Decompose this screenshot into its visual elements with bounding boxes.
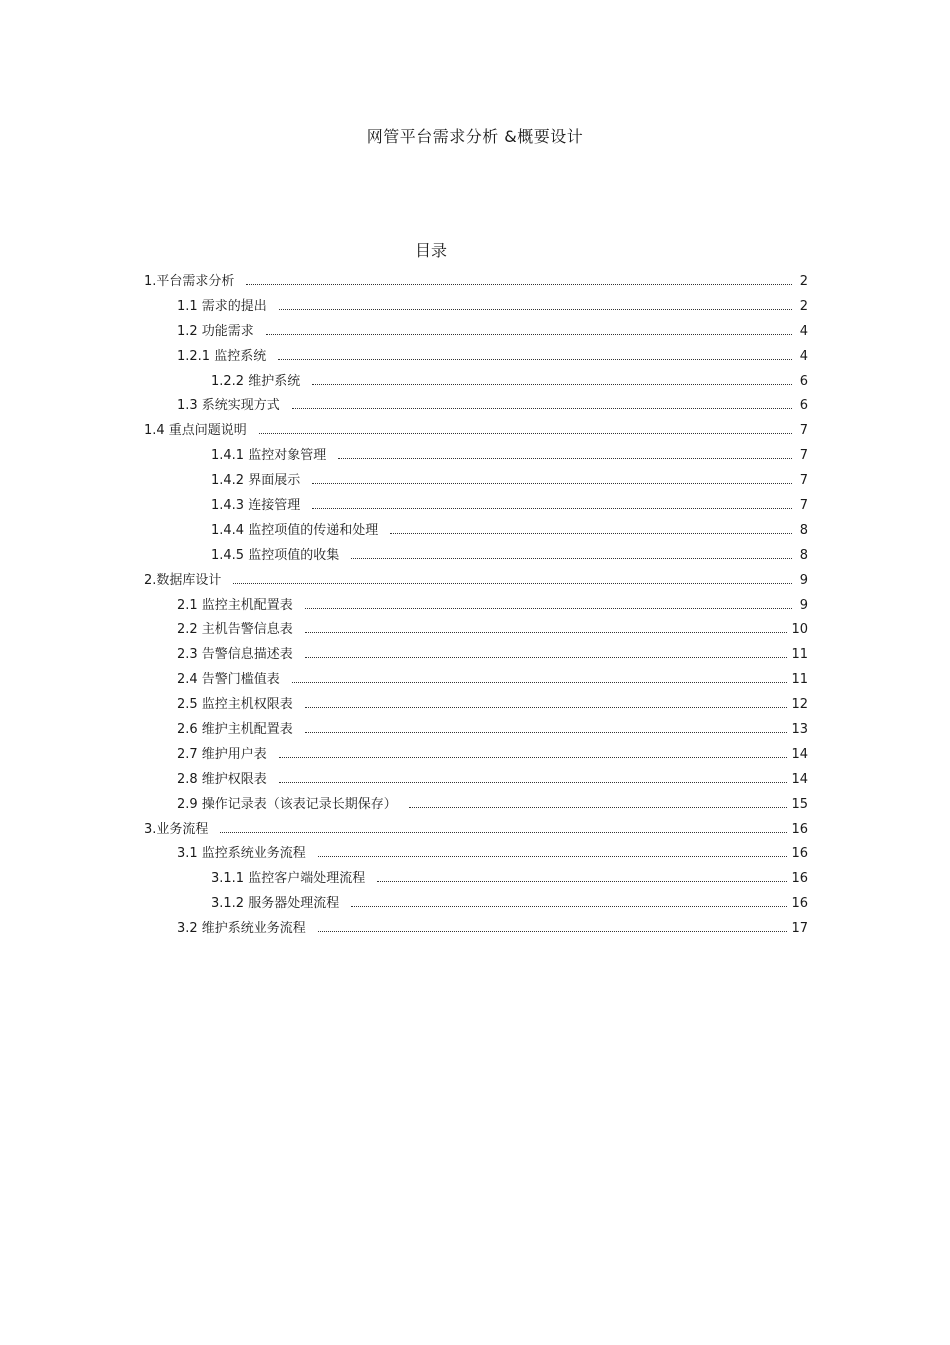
toc-entry[interactable]: [211, 544, 808, 569]
toc-entry-page: 7: [799, 423, 808, 439]
toc-entry[interactable]: [177, 693, 808, 718]
toc-entry[interactable]: [211, 444, 808, 469]
toc-entry-label: 3.业务流程: [144, 821, 209, 837]
toc-entry-page: 6: [799, 398, 808, 414]
toc-entry-label: 1.平台需求分析: [144, 274, 235, 289]
document-title: 网管平台需求分析 &概要设计: [366, 127, 584, 146]
table-of-contents: [0, 270, 950, 942]
toc-entry-page: 14: [791, 746, 808, 762]
toc-entry[interactable]: [144, 569, 808, 594]
toc-entry[interactable]: [177, 743, 808, 768]
toc-entry-label: 1.4.5 监控项值的收集: [211, 547, 340, 563]
toc-entry-page: 11: [791, 647, 808, 663]
toc-entry[interactable]: [144, 419, 808, 444]
toc-entry[interactable]: [144, 270, 808, 295]
toc-entry-page: 15: [791, 796, 808, 812]
toc-dot-leader: [305, 718, 788, 733]
toc-dot-leader: [390, 519, 792, 534]
toc-entry[interactable]: [177, 793, 808, 818]
toc-dot-leader: [338, 444, 792, 459]
toc-entry[interactable]: [211, 370, 808, 395]
toc-entry[interactable]: [211, 469, 808, 494]
toc-entry-label: 1.4.2 界面展示: [211, 473, 301, 489]
toc-entry-label: 2.2 主机告警信息表: [177, 622, 293, 638]
toc-dot-leader: [312, 469, 792, 484]
toc-entry-label: 1.2 功能需求: [177, 323, 254, 339]
toc-entry-page: 9: [799, 597, 808, 613]
toc-entry[interactable]: [177, 594, 808, 619]
toc-entry-page: 10: [791, 622, 808, 638]
toc-dot-leader: [279, 295, 792, 310]
toc-dot-leader: [279, 743, 788, 758]
toc-entry[interactable]: [177, 668, 808, 693]
toc-heading: 目录: [414, 241, 447, 260]
toc-dot-leader: [246, 270, 792, 285]
toc-entry-page: 7: [799, 448, 808, 464]
toc-entry[interactable]: [177, 643, 808, 668]
toc-entry-label: 2.3 告警信息描述表: [177, 647, 293, 663]
toc-entry[interactable]: [177, 842, 808, 867]
toc-dot-leader: [220, 818, 787, 833]
toc-dot-leader: [305, 618, 788, 633]
toc-entry-label: 2.5 监控主机权限表: [177, 697, 293, 713]
toc-dot-leader: [259, 419, 792, 434]
toc-dot-leader: [351, 892, 787, 907]
toc-entry[interactable]: [211, 494, 808, 519]
toc-entry-page: 12: [791, 697, 808, 713]
toc-entry-label: 1.2.2 维护系统: [211, 373, 301, 389]
toc-entry-label: 2.数据库设计: [144, 572, 222, 588]
toc-entry[interactable]: [177, 768, 808, 793]
toc-dot-leader: [292, 394, 792, 409]
toc-dot-leader: [312, 494, 792, 509]
toc-entry-page: 4: [799, 348, 808, 364]
toc-entry-page: 2: [799, 298, 808, 314]
toc-entry-label: 3.1.2 服务器处理流程: [211, 896, 340, 912]
toc-entry-label: 1.1 需求的提出: [177, 298, 267, 314]
toc-entry-label: 3.1 监控系统业务流程: [177, 846, 306, 862]
toc-dot-leader: [318, 917, 788, 932]
toc-entry[interactable]: [177, 295, 808, 320]
toc-entry-page: 17: [791, 921, 808, 937]
toc-entry-page: 7: [799, 498, 808, 514]
toc-entry-page: 8: [799, 522, 808, 538]
toc-entry-label: 2.1 监控主机配置表: [177, 597, 293, 613]
toc-entry[interactable]: [211, 892, 808, 917]
toc-entry-label: 3.1.1 监控客户端处理流程: [211, 871, 366, 887]
toc-dot-leader: [409, 793, 788, 808]
toc-entry-label: 2.7 维护用户表: [177, 746, 267, 762]
toc-dot-leader: [266, 320, 792, 335]
toc-entry-label: 2.8 维护权限表: [177, 771, 267, 787]
toc-entry-label: 2.4 告警门槛值表: [177, 672, 280, 688]
toc-dot-leader: [312, 370, 792, 385]
toc-dot-leader: [292, 668, 788, 683]
toc-entry-page: 7: [799, 473, 808, 489]
toc-entry-page: 6: [799, 373, 808, 389]
toc-entry[interactable]: [177, 917, 808, 942]
toc-entry[interactable]: [177, 618, 808, 643]
toc-entry-page: 14: [791, 771, 808, 787]
toc-dot-leader: [279, 768, 788, 783]
toc-entry-label: 1.4 重点问题说明: [144, 423, 247, 439]
toc-entry-page: 8: [799, 547, 808, 563]
toc-entry[interactable]: [177, 345, 808, 370]
toc-entry-page: 4: [799, 323, 808, 339]
toc-entry-label: 1.4.1 监控对象管理: [211, 448, 327, 464]
toc-entry-label: 2.9 操作记录表（该表记录长期保存）: [177, 796, 397, 812]
toc-entry-page: 2: [799, 274, 808, 289]
toc-entry[interactable]: [177, 320, 808, 345]
toc-entry-page: 16: [791, 846, 808, 862]
toc-dot-leader: [278, 345, 792, 360]
toc-entry-page: 16: [791, 871, 808, 887]
toc-entry-label: 1.4.4 监控项值的传递和处理: [211, 522, 379, 538]
toc-entry-page: 13: [791, 722, 808, 738]
toc-entry-label: 1.4.3 连接管理: [211, 498, 301, 514]
toc-entry[interactable]: [211, 519, 808, 544]
toc-dot-leader: [351, 544, 792, 559]
toc-entry[interactable]: [177, 718, 808, 743]
toc-entry-label: 1.3 系统实现方式: [177, 398, 280, 414]
toc-dot-leader: [377, 867, 787, 882]
toc-entry-label: 3.2 维护系统业务流程: [177, 921, 306, 937]
toc-entry-label: 2.6 维护主机配置表: [177, 722, 293, 738]
toc-entry-page: 11: [791, 672, 808, 688]
toc-entry-page: 16: [791, 896, 808, 912]
toc-entry-page: 16: [791, 821, 808, 837]
toc-entry[interactable]: [211, 867, 808, 892]
toc-dot-leader: [305, 643, 788, 658]
toc-entry[interactable]: [144, 818, 808, 843]
toc-dot-leader: [305, 594, 792, 609]
toc-dot-leader: [318, 842, 788, 857]
toc-dot-leader: [305, 693, 788, 708]
toc-dot-leader: [233, 569, 792, 584]
toc-entry[interactable]: [177, 394, 808, 419]
toc-entry-label: 1.2.1 监控系统: [177, 348, 267, 364]
toc-entry-page: 9: [799, 572, 808, 588]
